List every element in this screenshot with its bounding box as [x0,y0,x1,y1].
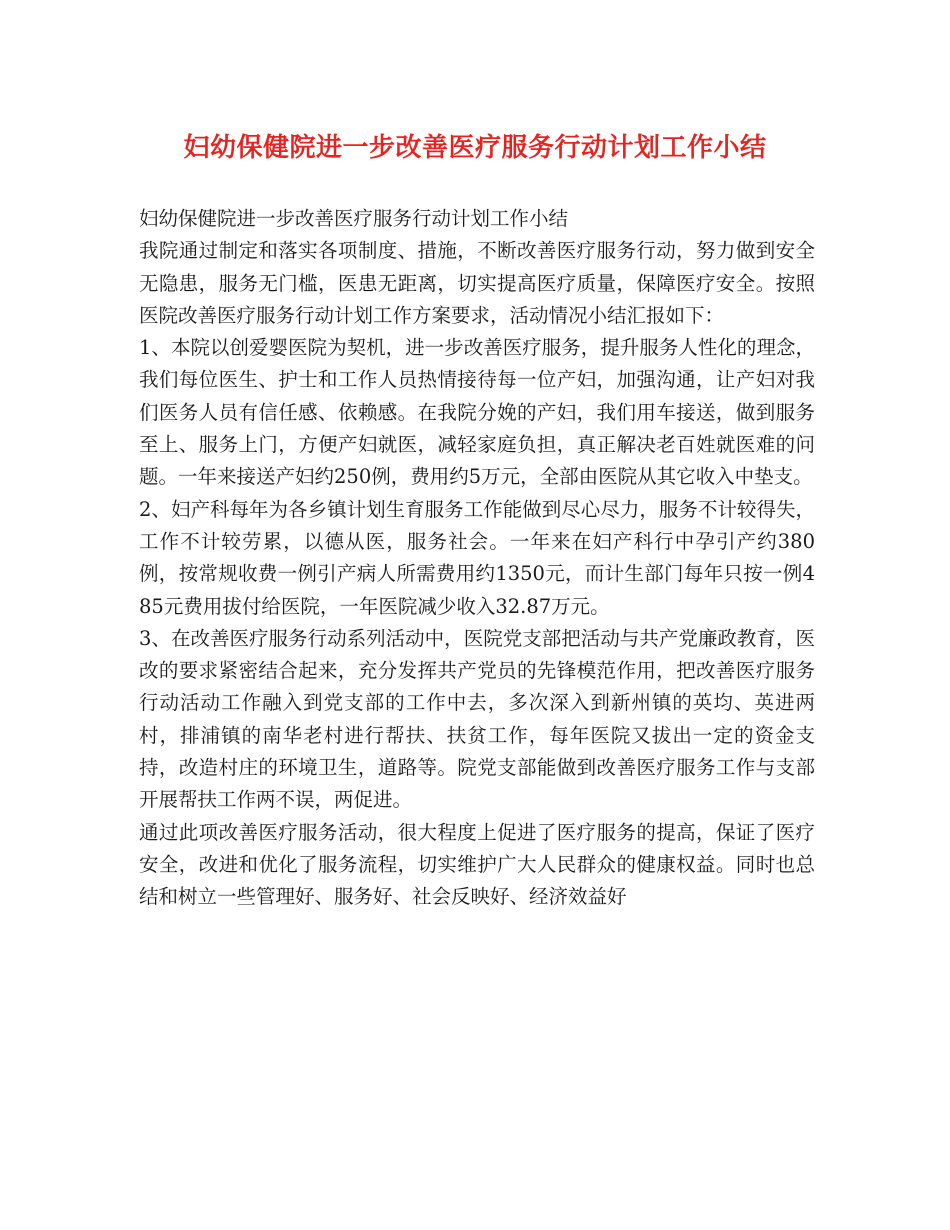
paragraph-item-1: 1、本院以创爱婴医院为契机，进一步改善医疗服务，提升服务人性化的理念，我们每位医生、护士和工作人员热情接待每一位产妇，加强沟通，让产妇对我们医务人员有信任感、依赖感。在我院分娩的产妇，我们用车接送，做到服务至上、服务上门，方便产妇就医，减轻家庭负担，真正解决老百姓就医难的问题。一年来接送产妇约250例，费用约5万元，全部由医院从其它收入中垫支。 [139,336,815,489]
paragraph-summary: 通过此项改善医疗服务活动，很大程度上促进了医疗服务的提高，保证了医疗安全，改进和优化了服务流程，切实维护广大人民群众的健康权益。同时也总结和树立一些管理好、服务好、社会反映好、经济效益好 [139,820,815,909]
paragraph-intro: 我院通过制定和落实各项制度、措施，不断改善医疗服务行动，努力做到安全无隐患，服务无门槛，医患无距离，切实提高医疗质量，保障医疗安全。按照医院改善医疗服务行动计划工作方案要求，活动情况小结汇报如下： [139,239,815,327]
document-body [139,203,815,914]
document-title: 妇幼保健院进一步改善医疗服务行动计划工作小结 [183,133,767,163]
paragraph-subtitle: 妇幼保健院进一步改善医疗服务行动计划工作小结 [139,207,569,230]
paragraph-item-3: 3、在改善医疗服务行动系列活动中，医院党支部把活动与共产党廉政教育，医改的要求紧密结合起来，充分发挥共产党员的先锋模范作用，把改善医疗服务行动活动工作融入到党支部的工作中去，多次深入到新州镇的英均、英进两村，排浦镇的南华老村进行帮扶、扶贫工作，每年医院又拔出一定的资金支持，改造村庄的环境卫生，道路等。院党支部能做到改善医疗服务工作与支部开展帮扶工作两不误，两促进。 [139,626,815,812]
paragraph-item-2: 2、妇产科每年为各乡镇计划生育服务工作能做到尽心尽力，服务不计较得失，工作不计较劳累，以德从医，服务社会。一年来在妇产科行中孕引产约380例，按常规收费一例引产病人所需费用约1350元，而计生部门每年只按一例485元费用拔付给医院，一年医院减少收入32.87万元。 [139,497,815,618]
